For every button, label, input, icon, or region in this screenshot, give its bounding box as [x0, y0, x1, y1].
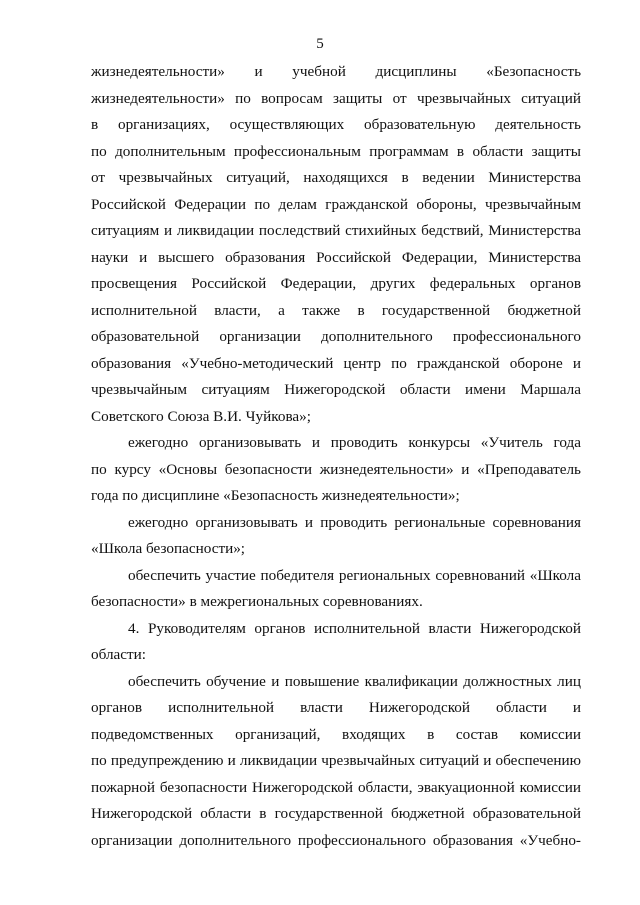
text-line: по курсу «Основы безопасности жизнедеятельности» и «Преподаватель — [91, 460, 581, 478]
text-line: науки и высшего образования Российской Федерации, Министерства — [91, 248, 581, 266]
text-line: подведомственных организаций, входящих в состав комиссии — [91, 725, 581, 743]
text-line: ежегодно организовывать и проводить конкурсы «Учитель года — [128, 434, 581, 451]
text-line: ежегодно организовывать и проводить региональные соревнования — [128, 513, 581, 531]
text-line: обеспечить обучение и повышение квалификации должностных лиц — [128, 672, 581, 690]
text-line: в организациях, осуществляющих образовательную деятельность — [91, 116, 581, 133]
document-body — [91, 59, 581, 854]
text-line: безопасности» в межрегиональных соревнованиях. — [91, 593, 423, 610]
text-line: пожарной безопасности Нижегородской области, эвакуационной комиссии — [91, 778, 581, 796]
text-line: по дополнительным профессиональным программам в области защиты — [91, 142, 581, 160]
text-line: исполнительной власти, а также в государственной бюджетной — [91, 301, 581, 319]
page-number: 5 — [316, 36, 324, 52]
text-line: по предупреждению и ликвидации чрезвычайных ситуаций и обеспечению — [91, 752, 581, 769]
text-line: года по дисциплине «Безопасность жизнедеятельности»; — [91, 487, 460, 504]
text-line: жизнедеятельности» и учебной дисциплины «Безопасность — [91, 63, 581, 80]
text-line: организации дополнительного профессионального образования «Учебно- — [91, 831, 581, 849]
text-line: просвещения Российской Федерации, других федеральных органов — [91, 275, 581, 292]
text-line: чрезвычайным ситуациям Нижегородской области имени Маршала — [91, 381, 581, 398]
text-line: Нижегородской области в государственной бюджетной образовательной — [91, 805, 581, 822]
text-line: «Школа безопасности»; — [91, 540, 246, 557]
text-line: от чрезвычайных ситуаций, находящихся в ведении Министерства — [91, 169, 581, 186]
text-line: образовательной организации дополнительного профессионального — [91, 328, 581, 345]
text-line: области: — [91, 646, 146, 663]
text-line: образования «Учебно-методический центр по гражданской обороне и — [91, 354, 581, 372]
text-line: жизнедеятельности» по вопросам защиты от чрезвычайных ситуаций — [91, 89, 581, 107]
text-line: ситуациям и ликвидации последствий стихийных бедствий, Министерства — [91, 222, 581, 239]
text-line: Советского Союза В.И. Чуйкова»; — [91, 407, 311, 425]
text-line: органов исполнительной власти Нижегородской области и — [91, 699, 581, 716]
text-line: обеспечить участие победителя региональных соревнований «Школа — [128, 566, 581, 584]
text-line: 4. Руководителям органов исполнительной власти Нижегородской — [128, 619, 581, 637]
text-line: Российской Федерации по делам гражданской обороны, чрезвычайным — [91, 195, 581, 213]
